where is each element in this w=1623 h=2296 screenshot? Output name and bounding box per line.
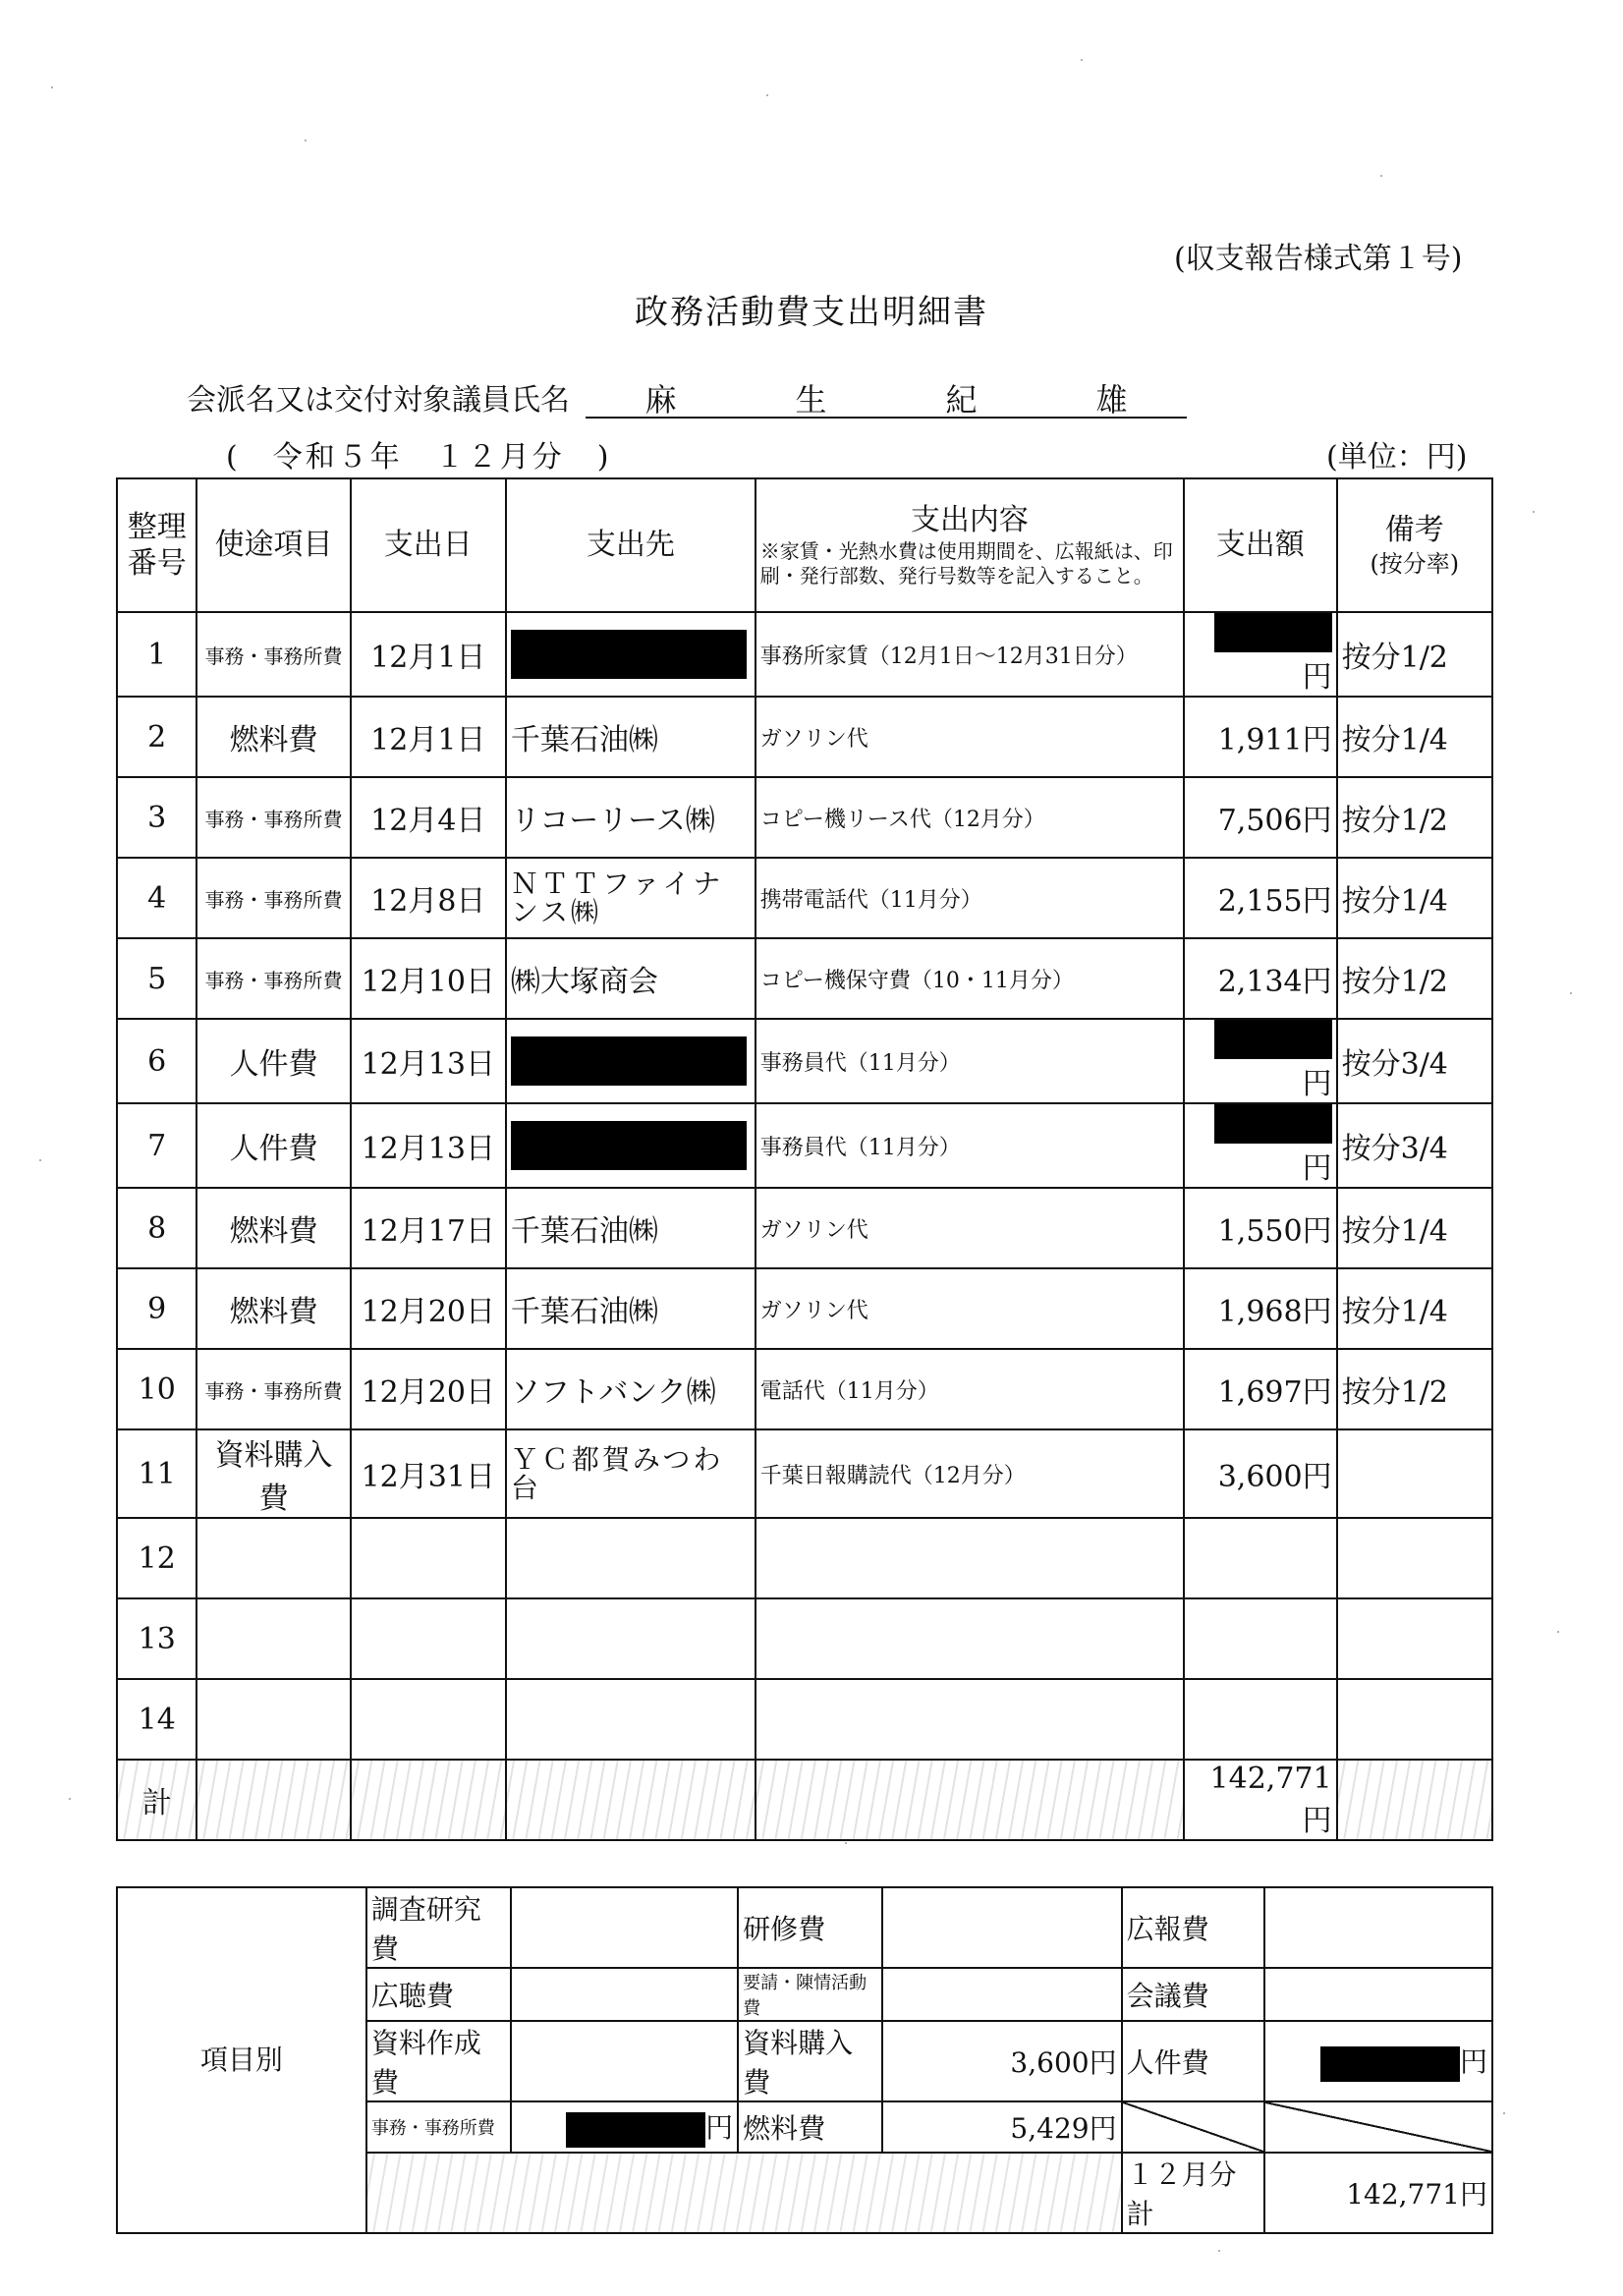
row-use bbox=[196, 1679, 350, 1760]
row-date: 12月8日 bbox=[351, 858, 506, 938]
row-amount bbox=[1184, 1103, 1337, 1188]
row-amount: 1,911円 bbox=[1184, 697, 1337, 777]
row-payee: ソフトバンク㈱ bbox=[506, 1349, 756, 1429]
row-date: 12月31日 bbox=[351, 1429, 506, 1518]
row-payee bbox=[506, 1429, 756, 1518]
document-title: 政務活動費支出明細書 bbox=[635, 293, 988, 332]
amount-unit: 円 bbox=[1302, 1067, 1332, 1101]
row-date: 12月13日 bbox=[351, 1103, 506, 1188]
shaded-cell bbox=[506, 1760, 756, 1840]
summary-label-research: 調査研究費 bbox=[366, 1887, 511, 1968]
row-date bbox=[351, 1598, 506, 1679]
row-date: 12月20日 bbox=[351, 1268, 506, 1349]
row-date: 12月17日 bbox=[351, 1188, 506, 1268]
row-use bbox=[196, 1598, 350, 1679]
amount-unit: 円 bbox=[705, 2111, 734, 2145]
amount-unit: 円 bbox=[1459, 2045, 1487, 2079]
table-row bbox=[117, 938, 1492, 1019]
row-payee bbox=[506, 1518, 756, 1598]
summary-label-personnel: 人件費 bbox=[1122, 2021, 1265, 2101]
row-payee: 千葉石油㈱ bbox=[506, 697, 756, 777]
name-char: 麻 bbox=[644, 381, 677, 419]
shaded-cell bbox=[196, 1760, 350, 1840]
summary-value-petition bbox=[882, 1968, 1122, 2021]
name-label: 会派名又は交付対象議員氏名 bbox=[187, 383, 570, 418]
row-use: 事務・事務所費 bbox=[196, 858, 350, 938]
row-note bbox=[1337, 1518, 1492, 1598]
row-payee bbox=[506, 858, 756, 938]
table-row bbox=[117, 612, 1492, 697]
summary-label-hearing: 広聴費 bbox=[366, 1968, 511, 2021]
row-content bbox=[756, 1679, 1184, 1760]
row-note: 按分1/2 bbox=[1337, 777, 1492, 858]
row-note: 按分1/4 bbox=[1337, 1268, 1492, 1349]
row-date: 12月13日 bbox=[351, 1019, 506, 1103]
summary-value-research bbox=[511, 1887, 739, 1968]
row-note: 按分1/4 bbox=[1337, 1188, 1492, 1268]
name-char: 雄 bbox=[1095, 381, 1128, 419]
row-payee bbox=[506, 1598, 756, 1679]
summary-label-meeting: 会議費 bbox=[1122, 1968, 1265, 2021]
row-content bbox=[756, 1598, 1184, 1679]
row-note bbox=[1337, 1598, 1492, 1679]
row-amount bbox=[1184, 1019, 1337, 1103]
period: ( 令和５年 １２月分 ) bbox=[226, 440, 612, 475]
redaction-block bbox=[511, 1036, 747, 1086]
table-row bbox=[117, 1019, 1492, 1103]
form-number: (収支報告様式第１号) bbox=[1174, 242, 1463, 276]
table-row bbox=[117, 1429, 1492, 1518]
redaction-block bbox=[1214, 1020, 1332, 1059]
table-header-row bbox=[117, 478, 1492, 612]
summary-value-materials-making bbox=[511, 2021, 739, 2101]
redaction-block bbox=[566, 2112, 705, 2148]
row-amount: 3,600円 bbox=[1184, 1429, 1337, 1518]
row-content: ガソリン代 bbox=[756, 697, 1184, 777]
summary-label-petition: 要請・陳情活動費 bbox=[738, 1968, 882, 2021]
row-content: 千葉日報購読代（12月分） bbox=[756, 1429, 1184, 1518]
row-use: 事務・事務所費 bbox=[196, 938, 350, 1019]
row-use: 人件費 bbox=[196, 1103, 350, 1188]
redaction-block bbox=[511, 630, 747, 679]
header-content-label: 支出内容 bbox=[910, 503, 1029, 538]
row-content: コピー機保守費（10・11月分） bbox=[756, 938, 1184, 1019]
total-row bbox=[117, 1760, 1492, 1840]
shaded-cell bbox=[351, 1760, 506, 1840]
row-use: 燃料費 bbox=[196, 1268, 350, 1349]
row-date bbox=[351, 1518, 506, 1598]
row-date bbox=[351, 1679, 506, 1760]
header-note-label: 備考 bbox=[1384, 513, 1444, 548]
summary-value-personnel bbox=[1264, 2021, 1492, 2101]
row-use: 事務・事務所費 bbox=[196, 612, 350, 697]
row-no: 6 bbox=[117, 1019, 196, 1103]
row-content: ガソリン代 bbox=[756, 1268, 1184, 1349]
summary-label-office: 事務・事務所費 bbox=[366, 2101, 511, 2153]
row-amount bbox=[1184, 1598, 1337, 1679]
header-no: 整理番号 bbox=[117, 478, 196, 612]
row-content: 携帯電話代（11月分） bbox=[756, 858, 1184, 938]
table-row bbox=[117, 1349, 1492, 1429]
row-no: 7 bbox=[117, 1103, 196, 1188]
redaction-block bbox=[511, 1121, 747, 1170]
table-row bbox=[117, 1103, 1492, 1188]
name-char: 紀 bbox=[945, 381, 978, 419]
summary-label-fuel: 燃料費 bbox=[738, 2101, 882, 2153]
summary-value-meeting bbox=[1264, 1968, 1492, 2021]
table-row bbox=[117, 1598, 1492, 1679]
amount-unit: 円 bbox=[1302, 1151, 1332, 1186]
header-date: 支出日 bbox=[351, 478, 506, 612]
header-content-note: ※家賃・光熱水費は使用期間を、広報紙は、印刷・発行部数、発行号数等を記入すること。 bbox=[759, 538, 1173, 588]
expense-table bbox=[116, 477, 1493, 1841]
row-date: 12月20日 bbox=[351, 1349, 506, 1429]
row-use: 事務・事務所費 bbox=[196, 1349, 350, 1429]
total-label: 計 bbox=[117, 1760, 196, 1840]
row-use bbox=[196, 1518, 350, 1598]
row-amount: 1,550円 bbox=[1184, 1188, 1337, 1268]
table-row bbox=[117, 697, 1492, 777]
row-note: 按分1/4 bbox=[1337, 858, 1492, 938]
row-no: 8 bbox=[117, 1188, 196, 1268]
shaded-cell bbox=[366, 2153, 1122, 2233]
row-date: 12月10日 bbox=[351, 938, 506, 1019]
unit-label: (単位：円) bbox=[1326, 440, 1468, 475]
row-content: 事務員代（11月分） bbox=[756, 1103, 1184, 1188]
row-no: 3 bbox=[117, 777, 196, 858]
summary-label-materials-purchase: 資料購入費 bbox=[738, 2021, 882, 2101]
summary-row bbox=[117, 1887, 1492, 1968]
row-content: 事務員代（11月分） bbox=[756, 1019, 1184, 1103]
table-row bbox=[117, 1188, 1492, 1268]
row-payee: 千葉石油㈱ bbox=[506, 1188, 756, 1268]
header-note-sub: (按分率) bbox=[1370, 549, 1460, 578]
row-no: 11 bbox=[117, 1429, 196, 1518]
row-no: 10 bbox=[117, 1349, 196, 1429]
header-payee: 支出先 bbox=[506, 478, 756, 612]
row-note: 按分3/4 bbox=[1337, 1019, 1492, 1103]
summary-value-training bbox=[882, 1887, 1122, 1968]
row-amount bbox=[1184, 1518, 1337, 1598]
row-amount: 2,155円 bbox=[1184, 858, 1337, 938]
row-no: 1 bbox=[117, 612, 196, 697]
row-amount bbox=[1184, 1679, 1337, 1760]
row-no: 9 bbox=[117, 1268, 196, 1349]
summary-value-fuel: 5,429円 bbox=[882, 2101, 1122, 2153]
member-name bbox=[586, 375, 1187, 420]
total-amount: 142,771円 bbox=[1184, 1760, 1337, 1840]
row-use: 燃料費 bbox=[196, 1188, 350, 1268]
redaction-block bbox=[1320, 2046, 1460, 2082]
redaction-block bbox=[1214, 1104, 1332, 1144]
category-summary-table bbox=[116, 1886, 1493, 2234]
row-no: 12 bbox=[117, 1518, 196, 1598]
row-use: 事務・事務所費 bbox=[196, 777, 350, 858]
row-date: 12月4日 bbox=[351, 777, 506, 858]
table-row bbox=[117, 858, 1492, 938]
row-note bbox=[1337, 1679, 1492, 1760]
row-date: 12月1日 bbox=[351, 612, 506, 697]
row-payee: 千葉石油㈱ bbox=[506, 1268, 756, 1349]
row-note: 按分1/2 bbox=[1337, 1349, 1492, 1429]
row-no: 5 bbox=[117, 938, 196, 1019]
name-underline bbox=[586, 417, 1187, 419]
row-no: 2 bbox=[117, 697, 196, 777]
row-amount bbox=[1184, 612, 1337, 697]
row-note: 按分1/4 bbox=[1337, 697, 1492, 777]
row-payee bbox=[506, 612, 756, 697]
row-payee bbox=[506, 1103, 756, 1188]
redaction-block bbox=[1214, 613, 1332, 652]
row-amount: 1,968円 bbox=[1184, 1268, 1337, 1349]
row-content bbox=[756, 1518, 1184, 1598]
slashed-cell bbox=[1264, 2101, 1492, 2153]
row-content: 電話代（11月分） bbox=[756, 1349, 1184, 1429]
month-total-value: 142,771円 bbox=[1264, 2153, 1492, 2233]
row-use: 人件費 bbox=[196, 1019, 350, 1103]
summary-value-publicity bbox=[1264, 1887, 1492, 1968]
header-note bbox=[1337, 478, 1492, 612]
row-date: 12月1日 bbox=[351, 697, 506, 777]
header-amount: 支出額 bbox=[1184, 478, 1337, 612]
summary-value-office bbox=[511, 2101, 739, 2153]
table-row bbox=[117, 1679, 1492, 1760]
row-note bbox=[1337, 1429, 1492, 1518]
table-row bbox=[117, 1268, 1492, 1349]
header-content bbox=[756, 478, 1184, 612]
row-payee: リコーリース㈱ bbox=[506, 777, 756, 858]
payee-text: ＹＣ都賀みつわ台 bbox=[510, 1442, 724, 1504]
row-amount: 7,506円 bbox=[1184, 777, 1337, 858]
row-content: 事務所家賃（12月1日〜12月31日分） bbox=[756, 612, 1184, 697]
row-no: 14 bbox=[117, 1679, 196, 1760]
row-content: コピー機リース代（12月分） bbox=[756, 777, 1184, 858]
row-payee: ㈱大塚商会 bbox=[506, 938, 756, 1019]
summary-label-publicity: 広報費 bbox=[1122, 1887, 1265, 1968]
header-use: 使途項目 bbox=[196, 478, 350, 612]
row-note: 按分1/2 bbox=[1337, 612, 1492, 697]
row-amount: 1,697円 bbox=[1184, 1349, 1337, 1429]
row-no: 13 bbox=[117, 1598, 196, 1679]
row-note: 按分1/2 bbox=[1337, 938, 1492, 1019]
summary-label-training: 研修費 bbox=[738, 1887, 882, 1968]
summary-label-materials-making: 資料作成費 bbox=[366, 2021, 511, 2101]
row-content: ガソリン代 bbox=[756, 1188, 1184, 1268]
row-payee bbox=[506, 1679, 756, 1760]
row-payee bbox=[506, 1019, 756, 1103]
row-amount: 2,134円 bbox=[1184, 938, 1337, 1019]
shaded-cell bbox=[1337, 1760, 1492, 1840]
payee-text: ＮＴＴファイナンス㈱ bbox=[510, 867, 724, 928]
row-note: 按分3/4 bbox=[1337, 1103, 1492, 1188]
row-use: 燃料費 bbox=[196, 697, 350, 777]
slashed-cell bbox=[1122, 2101, 1265, 2153]
row-use: 資料購入費 bbox=[196, 1429, 350, 1518]
month-total-label: １２月分計 bbox=[1122, 2153, 1265, 2233]
summary-value-hearing bbox=[511, 1968, 739, 2021]
summary-value-materials-purchase: 3,600円 bbox=[882, 2021, 1122, 2101]
table-row bbox=[117, 777, 1492, 858]
amount-unit: 円 bbox=[1302, 660, 1332, 695]
shaded-cell bbox=[756, 1760, 1184, 1840]
name-char: 生 bbox=[795, 381, 827, 419]
summary-section-label: 項目別 bbox=[117, 1887, 366, 2233]
table-row bbox=[117, 1518, 1492, 1598]
row-no: 4 bbox=[117, 858, 196, 938]
